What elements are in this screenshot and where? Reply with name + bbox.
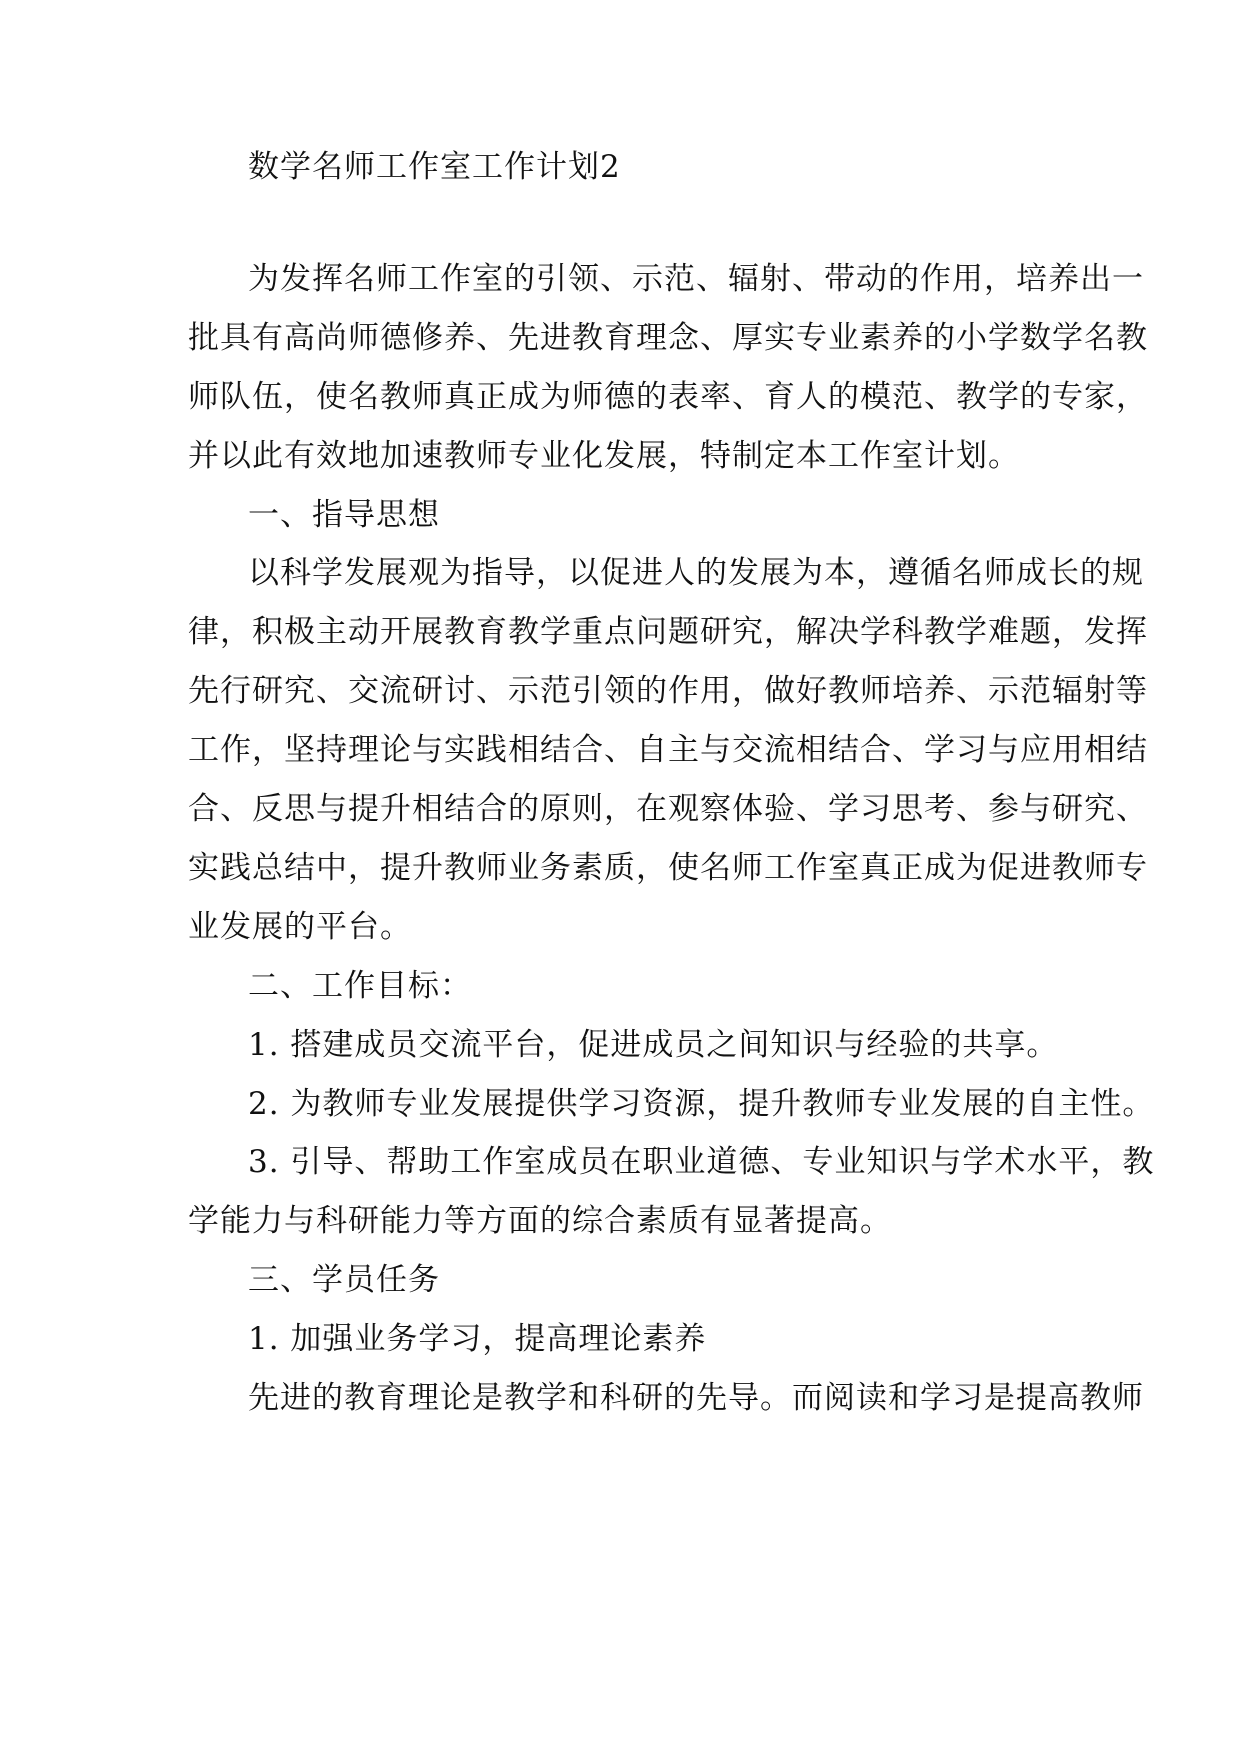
list-item: 2. 为教师专业发展提供学习资源，提升教师专业发展的自主性。: [248, 1086, 1155, 1122]
paragraph-line: 先进的教育理论是教学和科研的先导。而阅读和学习是提高教师: [248, 1380, 1144, 1416]
section-heading: 一、指导思想: [248, 497, 440, 533]
intro-line: 为发挥名师工作室的引领、示范、辐射、带动的作用，培养出一: [248, 261, 1144, 297]
list-item: 3. 引导、帮助工作室成员在职业道德、专业知识与学术水平，教: [248, 1144, 1155, 1180]
list-item: 1. 搭建成员交流平台，促进成员之间知识与经验的共享。: [248, 1027, 1059, 1063]
paragraph-line: 业发展的平台。: [188, 909, 412, 945]
list-item: 1. 加强业务学习，提高理论素养: [248, 1321, 707, 1357]
intro-line: 师队伍，使名教师真正成为师德的表率、育人的模范、教学的专家，: [188, 379, 1148, 415]
section-heading: 二、工作目标：: [248, 968, 472, 1004]
paragraph-line: 工作，坚持理论与实践相结合、自主与交流相结合、学习与应用相结: [188, 732, 1148, 768]
intro-line: 批具有高尚师德修养、先进教育理念、厚实专业素养的小学数学名教: [188, 320, 1148, 356]
document-title: 数学名师工作室工作计划2: [248, 149, 621, 185]
paragraph-line: 合、反思与提升相结合的原则，在观察体验、学习思考、参与研究、: [188, 791, 1148, 827]
intro-line: 并以此有效地加速教师专业化发展，特制定本工作室计划。: [188, 438, 1020, 474]
paragraph-line: 先行研究、交流研讨、示范引领的作用，做好教师培养、示范辐射等: [188, 673, 1148, 709]
section-heading: 三、学员任务: [248, 1262, 440, 1298]
list-item-continuation: 学能力与科研能力等方面的综合素质有显著提高。: [188, 1203, 892, 1239]
paragraph-line: 律，积极主动开展教育教学重点问题研究，解决学科教学难题，发挥: [188, 614, 1148, 650]
paragraph-line: 以科学发展观为指导，以促进人的发展为本，遵循名师成长的规: [248, 555, 1144, 591]
paragraph-line: 实践总结中，提升教师业务素质，使名师工作室真正成为促进教师专: [188, 850, 1148, 886]
